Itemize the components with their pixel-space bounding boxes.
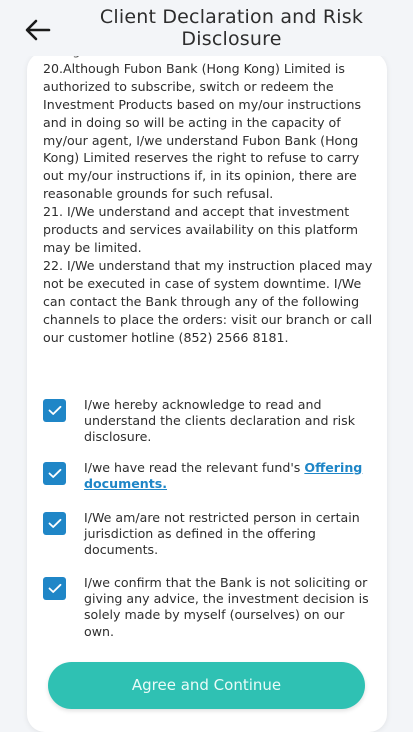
checkbox-no-advice[interactable]: [43, 577, 66, 600]
terms-item-20: 20.Although Fubon Bank (Hong Kong) Limited is authorized to subscribe, switch or redeem the Investment Products based on my/our instructions and in doing so will be acting in the capacity of my/our agent, I/we understand Fubon Bank (Hong Kong) Limited reserves the right to refuse to carry out my/our instructions if, in its opinion, there are reasonable grounds for such refusal.: [43, 60, 362, 202]
checkbox-restricted-person[interactable]: [43, 512, 66, 535]
checkmark-icon: [48, 518, 62, 529]
back-button[interactable]: [22, 14, 54, 46]
checkbox-acknowledge[interactable]: [43, 399, 66, 422]
terms-scroll-area[interactable]: [43, 52, 381, 382]
checkbox-label-acknowledge: I/we hereby acknowledge to read and understand the clients declaration and risk disclosure.: [84, 397, 356, 445]
checkbox-label-restricted-person: I/We am/are not restricted person in certain jurisdiction as defined in the offering documents.: [84, 510, 360, 558]
checkmark-icon: [48, 405, 62, 416]
checkmark-icon: [48, 468, 62, 479]
checkbox-offering-documents[interactable]: [43, 462, 66, 485]
declaration-card: [27, 52, 387, 732]
offering-label-text: I/we have read the relevant fund's: [84, 460, 305, 475]
terms-text: [43, 42, 379, 346]
checkbox-label-no-advice: I/we confirm that the Bank is not soliciting or giving any advice, the investment decision is solely made by myself (ourselves) on our own.: [84, 575, 369, 639]
page-title: Client Declaration and Risk Disclosure: [99, 6, 364, 50]
agree-and-continue-button[interactable]: Agree and Continue: [48, 662, 365, 709]
arrow-left-icon: [22, 14, 54, 46]
checkbox-label-offering-documents: [84, 460, 369, 492]
page-header: [0, 0, 413, 56]
terms-item-22: 22. I/We understand that my instruction placed may not be executed in case of system downtime. I/We can contact the Bank through any of the following channels to place the orders: visit our branch or call our customer hotline (852) 2566 8181.: [43, 257, 373, 345]
checkbox-row-no-advice: [43, 575, 379, 640]
checkbox-row-offering-documents: [43, 460, 379, 492]
checkmark-icon: [48, 583, 62, 594]
checkbox-row-acknowledge: [43, 397, 379, 446]
offering-documents-link[interactable]: Offering documents.: [84, 460, 363, 492]
checkbox-row-restricted-person: [43, 510, 379, 559]
terms-item-21: 21. I/We understand and accept that investment products and services availability on this platform may be limited.: [43, 204, 359, 255]
